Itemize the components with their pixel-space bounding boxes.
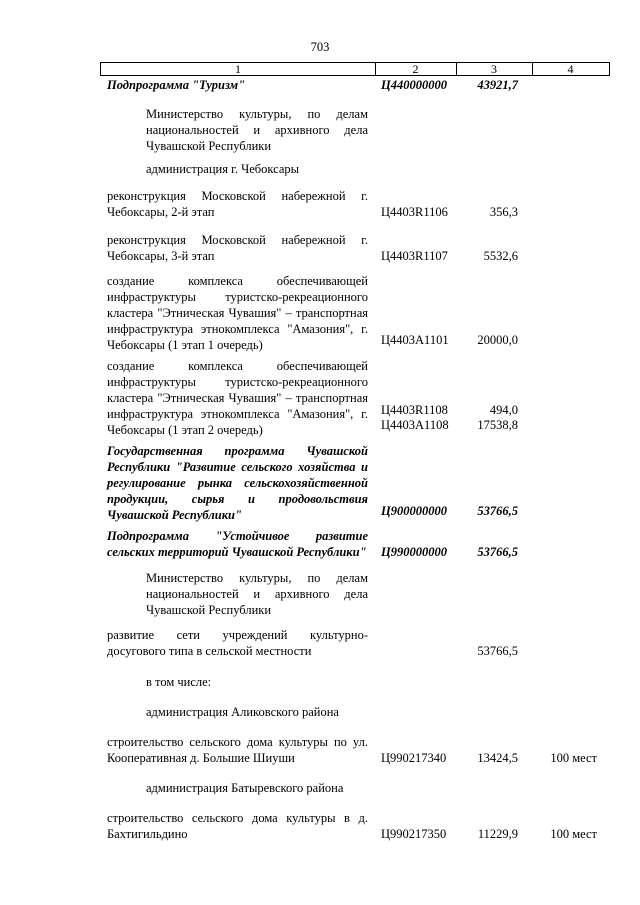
table-header: [100, 62, 610, 76]
item-text: создание комплекса обеспечивающей инфраструктуры туристско-рекреационного кластера "Этническая Чувашия" – транспортная инфраструктура этнокомплекса "Амазония", г. Чебоксары (1 этап 1 очередь): [107, 274, 368, 352]
code-cell: Ц440000000: [381, 78, 447, 92]
item-text: создание комплекса обеспечивающей инфраструктуры туристско-рекреационного кластера "Этническая Чувашия" – транспортная инфраструктура этнокомплекса "Амазония", г. Чебоксары (1 этап 2 очередь): [107, 359, 368, 437]
administration-label: администрация Аликовского района: [146, 705, 339, 719]
including-label: в том числе:: [146, 675, 212, 689]
sum-cell: 53766,5: [477, 504, 518, 518]
code-cell: Ц4403R1107: [381, 249, 448, 263]
item-text: строительство сельского дома культуры в д. Бахтигильдино: [107, 811, 368, 841]
header-col-4: 4: [567, 62, 574, 76]
sum-cell: 53766,5: [477, 545, 518, 559]
header-col-1: 1: [235, 62, 241, 76]
subprogram-title: Подпрограмма "Туризм": [107, 78, 246, 92]
item-text: строительство сельского дома культуры по ул. Кооперативная д. Большие Шиуши: [107, 735, 368, 765]
sum-cell: 13424,5: [477, 751, 518, 765]
sum-cell: 20000,0: [477, 333, 518, 347]
subprogram-title: Подпрограмма "Устойчивое развитие сельских территорий Чувашской Республики": [107, 529, 368, 559]
header-col-2: 2: [412, 62, 419, 76]
ministry-label: Министерство культуры, по делам национальностей и архивного дела Чувашской Республики: [146, 107, 368, 153]
ministry-label: Министерство культуры, по делам национальностей и архивного дела Чувашской Республики: [146, 571, 368, 617]
item-text: реконструкция Московской набережной г. Чебоксары, 3-й этап: [107, 233, 368, 263]
header-col-3: 3: [491, 62, 497, 76]
code-cell: Ц990000000: [381, 545, 447, 559]
page-number: 703: [310, 40, 330, 54]
sum-cell: 494,0: [489, 403, 518, 417]
item-text: развитие сети учреждений культурно-досугового типа в сельской местности: [107, 628, 368, 658]
sum-cell: 53766,5: [477, 644, 518, 658]
code-cell: Ц900000000: [381, 504, 447, 518]
item-text: реконструкция Московской набережной г. Чебоксары, 2-й этап: [107, 189, 368, 219]
sum-cell: 5532,6: [483, 249, 518, 263]
sum-cell: 17538,8: [477, 418, 518, 432]
code-cell: Ц4403A1101: [381, 333, 449, 347]
program-title: Государственная программа Чувашской Республики "Развитие сельского хозяйства и регулирование рынка сельскохозяйственной продукции, сырья и продовольствия Чувашской Республики": [107, 444, 368, 522]
code-cell: Ц4403A1108: [381, 418, 449, 432]
administration-label: администрация г. Чебоксары: [146, 162, 300, 176]
code-cell: Ц990217350: [381, 827, 447, 841]
code-cell: Ц4403R1108: [381, 403, 448, 417]
sum-cell: 356,3: [489, 205, 518, 219]
administration-label: администрация Батыревского района: [146, 781, 344, 795]
code-cell: Ц4403R1106: [381, 205, 448, 219]
capacity-cell: 100 мест: [550, 751, 597, 765]
sum-cell: 11229,9: [477, 827, 518, 841]
sum-cell: 43921,7: [477, 78, 518, 92]
capacity-cell: 100 мест: [550, 827, 597, 841]
code-cell: Ц990217340: [381, 751, 447, 765]
